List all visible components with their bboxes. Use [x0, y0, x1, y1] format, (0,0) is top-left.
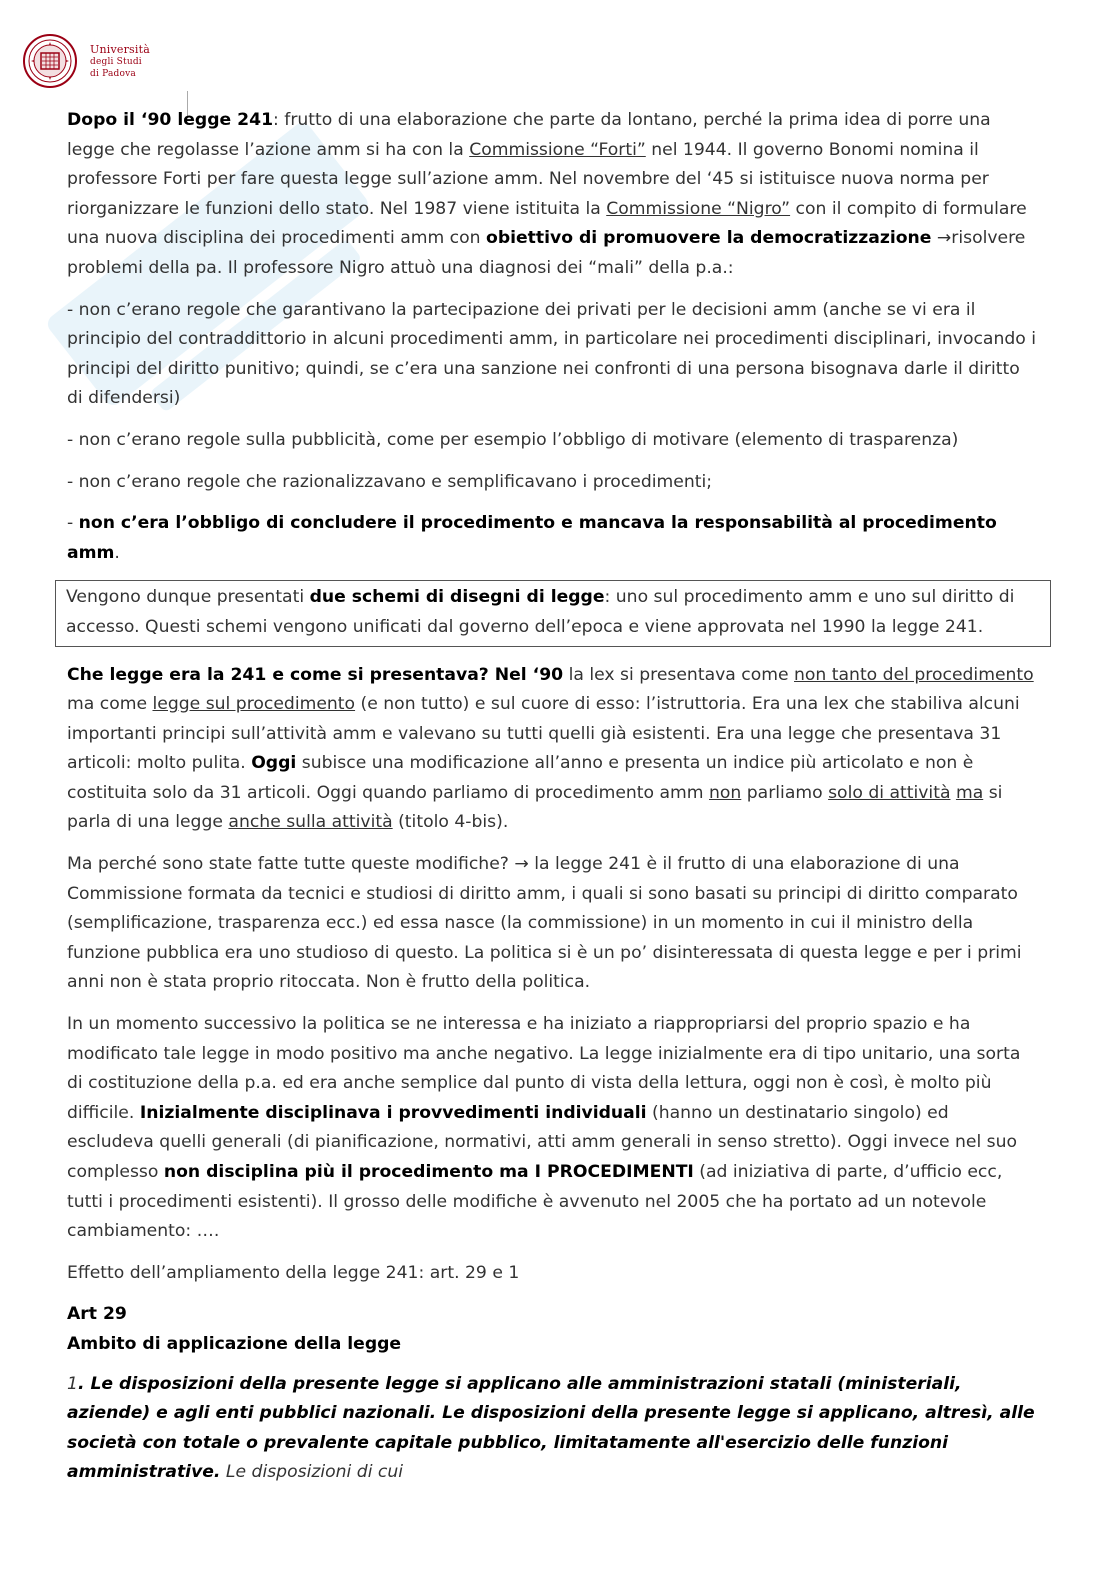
text-span: 1	[67, 1373, 78, 1394]
article-subtitle: Ambito di applicazione della legge	[67, 1333, 402, 1354]
text-span: si parla di una legge	[67, 782, 1003, 833]
bold-italic-span: . Le disposizioni della presente legge si applicano alle amministrazioni statali (ministeriali, aziende) e agli enti pubblici nazionali. Le disposizioni della presente legge si applicano, altresì, alle società con totale o prevalente capitale pubblico, limitatamente all'esercizio delle funzioni amministrative.	[67, 1373, 1035, 1483]
underlined-span: ma	[955, 782, 984, 803]
bold-span: due schemi di disegni di legge	[309, 587, 605, 608]
text-span: In un momento successivo la politica se ne interessa e ha iniziato a riappropriarsi del proprio spazio e ha modificato tale legge in modo positivo ma anche negativo. La legge inizialmente era di tipo unitario, una sorta di costituzione della p.a. ed era anche semplice dal punto di vista della lettura, oggi non è così, è molto più difficile.	[67, 1014, 1021, 1123]
text-span: (hanno un destinatario singolo) ed escludeva quelli generali (di pianificazione, normativi, atti amm generali in senso stretto). Oggi invece nel suo complesso	[67, 1102, 1018, 1182]
text-span: ma come	[67, 694, 153, 715]
bold-span: Dopo il ‘90 legge 241	[67, 110, 274, 130]
underlined-span: Commissione “Nigro”	[606, 198, 791, 219]
underlined-span: non	[709, 782, 742, 803]
text-span: : frutto di una elaborazione che parte da lontano, perché la prima idea di porre una legge che regolasse l’azione amm si ha con la	[67, 110, 991, 160]
underlined-span: anche sulla attività	[228, 812, 393, 833]
text-span: .	[114, 542, 120, 563]
university-line-1: Università	[90, 43, 150, 56]
paragraph-politics	[67, 1010, 1039, 1247]
article-text	[67, 1370, 1039, 1488]
bold-span: non disciplina più il procedimento ma I PROCEDIMENTI	[163, 1162, 694, 1182]
text-span: (e non tutto) e sul cuore di esso: l’istruttoria. Era una lex che stabiliva alcuni importanti principi sull’attività amm e valevano su tutti quelli già esistenti. Era una legge che presentava 31 articoli: molto pulita.	[67, 694, 1020, 774]
article-heading	[67, 1300, 1039, 1359]
boxed-note	[55, 580, 1051, 646]
text-span: parliamo	[741, 782, 829, 803]
bold-span: Inizialmente disciplinava i provvedimenti individuali	[139, 1102, 647, 1123]
bullet-simplification: - non c’erano regole che razionalizzavano e semplificavano i procedimenti;	[67, 471, 713, 492]
bullet-publicity: - non c’erano regole sulla pubblicità, come per esempio l’obbligo di motivare (elemento di trasparenza)	[67, 429, 959, 450]
bullet-participation: - non c’erano regole che garantivano la partecipazione dei privati per le decisioni amm (anche se vi era il principio del contraddittorio in alcuni procedimenti amm, in particolare nei procedimenti disciplinari, invocando i principi del diritto punitivo; quindi, se c’era una sanzione nei confronti di una persona bisognava darle il diritto di difendersi)	[67, 299, 1037, 409]
text-span: Vengono dunque presentati	[66, 587, 310, 608]
bold-span: Che legge era la 241 e come si presentava? Nel ‘90	[67, 664, 564, 685]
article-title: Art 29	[67, 1304, 127, 1325]
underlined-span: non tanto del procedimento	[794, 664, 1034, 685]
text-span: con il compito di formulare una nuova disciplina dei procedimenti amm con	[67, 198, 1027, 249]
paragraph-effect: Effetto dell’ampliamento della legge 241: art. 29 e 1	[67, 1262, 520, 1283]
text-span: Le disposizioni di cui	[220, 1462, 404, 1483]
university-line-2: degli Studi	[90, 57, 142, 67]
text-span: (ad iniziativa di parte, d’ufficio ecc, tutti i procedimenti esistenti). Il grosso delle modifiche è avvenuto nel 2005 che ha portato ad un notevole cambiamento: ….	[67, 1162, 1003, 1242]
bold-span: Oggi	[251, 753, 297, 774]
paragraph-intro	[67, 106, 1039, 284]
paragraph-law-241	[67, 661, 1039, 839]
paragraph-modifications: Ma perché sono state fatte tutte queste modifiche? → la legge 241 è il frutto di una elaborazione di una Commissione formata da tecnici e studiosi di diritto amm, i quali si sono basati su principi di diritto comparato (semplificazione, trasparenza ecc.) ed essa nasce (la commissione) in un momento in cui il ministro della funzione pubblica era uno studioso di questo. La politica si è un po’ disinteressata di questa legge e per i primi anni non è stata proprio ritoccata. Non è frutto della politica.	[67, 854, 1022, 993]
university-line-3: di Padova	[90, 69, 136, 79]
text-span: -	[67, 513, 79, 534]
text-span: nel 1944. Il governo Bonomi nomina il professore Forti per fare questa legge sull’azione amm. Nel novembre del ‘45 si istituisce nuova norma per riorganizzare le funzioni dello stato. Nel 1987 viene istituita la	[67, 139, 989, 219]
underlined-span: legge sul procedimento	[152, 694, 356, 715]
bold-span: obiettivo di promuovere la democratizzazione	[486, 228, 932, 249]
bold-span: non c’era l’obbligo di concludere il procedimento e mancava la responsabilità al procedimento amm	[67, 513, 997, 563]
text-span: →risolvere problemi della pa. Il professore Nigro attuò una diagnosi dei “mali” della p.a.:	[67, 228, 1026, 278]
bullet-obligation	[67, 509, 1039, 568]
text-span: la lex si presentava come	[563, 664, 795, 685]
text-span: subisce una modificazione all’anno e presenta un indice più articolato e non è costituita solo da 31 articoli. Oggi quando parliamo di procedimento amm	[67, 753, 974, 803]
text-span: (titolo 4-bis).	[392, 812, 509, 833]
underlined-span: solo di attività	[828, 782, 951, 803]
text-span: : uno sul procedimento amm e uno sul diritto di accesso. Questi schemi vengono unificati dal governo dell’epoca e viene approvata nel 1990 la legge 241.	[66, 587, 1015, 637]
underlined-span: Commissione “Forti”	[469, 139, 646, 160]
document-body	[67, 106, 1039, 1500]
